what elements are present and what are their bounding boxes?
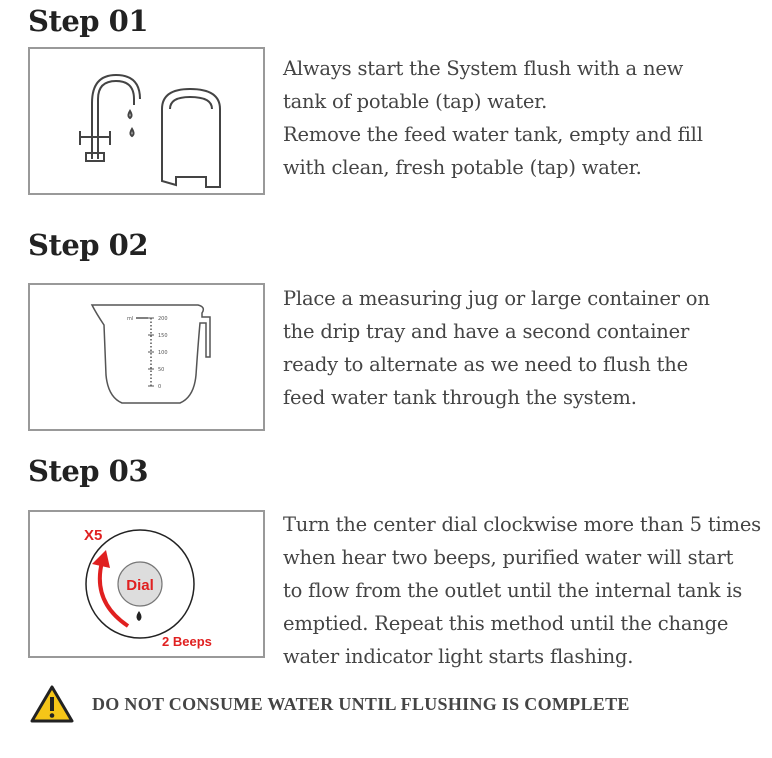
text-line: water indicator light starts flashing. [283,645,634,668]
step-01-text [283,52,768,184]
step-02-text [283,282,768,414]
dial-times-label: X5 [84,527,103,544]
jug-unit-label: ml [127,316,134,322]
text-line: with clean, fresh potable (tap) water. [283,156,642,179]
step-03-text [283,508,768,673]
dial-center-label: Dial [126,577,154,594]
text-line: feed water tank through the system. [283,386,637,409]
jug-tick-label: 200 [158,316,168,322]
text-line: Always start the System flush with a new [283,57,684,80]
jug-tick-label: 100 [158,350,168,356]
step-03-title: Step 03 [28,454,149,488]
step-03-illustration [28,510,265,658]
warning-notice [30,684,630,724]
dial-diagram [30,512,263,656]
text-line: Turn the center dial clockwise more than 5 times [283,513,761,536]
step-01-title: Step 01 [28,4,149,38]
step-02-illustration [28,283,265,431]
measuring-jug-icon [30,285,263,429]
jug-tick-label: 50 [158,367,165,373]
text-line: the drip tray and have a second container [283,320,690,343]
step-02-title: Step 02 [28,228,149,262]
text-line: ready to alternate as we need to flush the [283,353,688,376]
warning-text: DO NOT CONSUME WATER UNTIL FLUSHING IS COMPLETE [92,693,630,714]
text-line: tank of potable (tap) water. [283,90,548,113]
faucet-and-tank-icon [30,49,263,193]
text-line: Place a measuring jug or large container on [283,287,710,310]
text-line: emptied. Repeat this method until the change [283,612,729,635]
jug-tick-label: 150 [158,333,168,339]
text-line: Remove the feed water tank, empty and fill [283,123,703,146]
jug-tick-label: 0 [158,384,162,390]
step-01-illustration [28,47,265,195]
warning-triangle-icon [30,684,74,724]
dial-beeps-label: 2 Beeps [162,634,212,649]
text-line: when hear two beeps, purified water will start [283,546,734,569]
text-line: to flow from the outlet until the internal tank is [283,579,743,602]
